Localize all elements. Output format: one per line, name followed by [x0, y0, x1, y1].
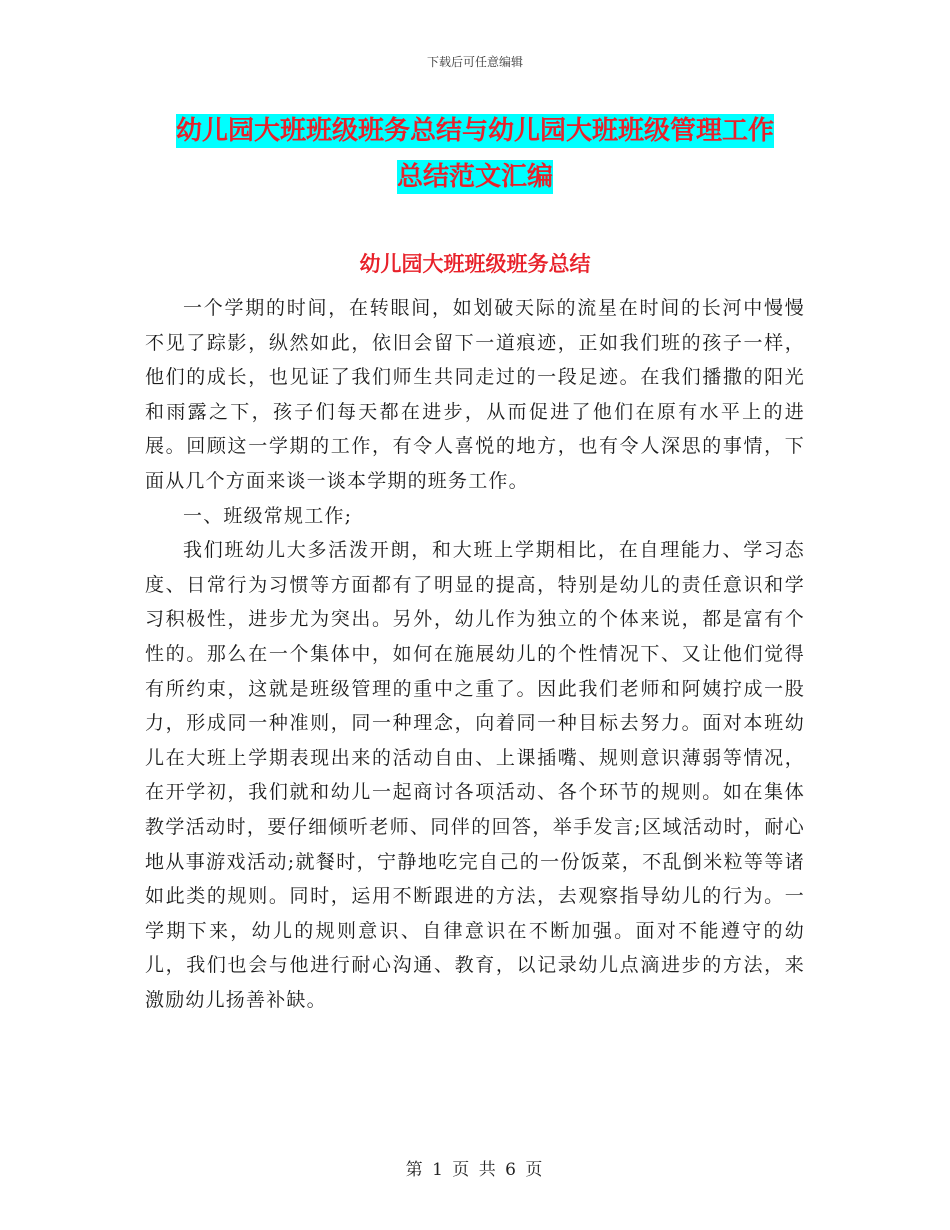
- document-title-line-2: 总结范文汇编: [396, 162, 553, 192]
- section-title: 幼儿园大班班级班务总结: [359, 252, 591, 276]
- header-note: 下载后可任意编辑: [426, 55, 523, 69]
- page-footer: 第 1 页 共 6 页: [405, 1160, 545, 1180]
- document-title: [145, 108, 805, 200]
- document-title-line-1: 幼儿园大班班级班务总结与幼儿园大班班级管理工作: [175, 116, 774, 146]
- paragraph-class-routine: 我们班幼儿大多活泼开朗，和大班上学期相比，在自理能力、学习态度、日常行为习惯等方面都有了明显的提高，特别是幼儿的责任意识和学习积极性，进步尤为突出。另外，幼儿作为独立的个体来说，都是富有个性的。那么在一个集体中，如何在施展幼儿的个性情况下、又让他们觉得有所约束，这就是班级管理的重中之重了。因此我们老师和阿姨拧成一股力，形成同一种准则，同一种理念，向着同一种目标去努力。面对本班幼儿在大班上学期表现出来的活动自由、上课插嘴、规则意识薄弱等情况，在开学初，我们就和幼儿一起商讨各项活动、各个环节的规则。如在集体教学活动时，要仔细倾听老师、同伴的回答，举手发言;区域活动时，耐心地从事游戏活动;就餐时，宁静地吃完自己的一份饭菜，不乱倒米粒等等诸如此类的规则。同时，运用不断跟进的方法，去观察指导幼儿的行为。一学期下来，幼儿的规则意识、自律意识在不断加强。面对不能遵守的幼儿，我们也会与他进行耐心沟通、教育，以记录幼儿点滴进步的方法，来激励幼儿扬善补缺。: [145, 539, 805, 1011]
- body-text: [145, 291, 805, 1017]
- paragraph-intro: 一个学期的时间，在转眼间，如划破天际的流星在时间的长河中慢慢不见了踪影，纵然如此，依旧会留下一道痕迹，正如我们班的孩子一样，他们的成长，也见证了我们师生共同走过的一段足迹。在我们播撒的阳光和雨露之下，孩子们每天都在进步，从而促进了他们在原有水平上的进展。回顾这一学期的工作，有令人喜悦的地方，也有令人深思的事情，下面从几个方面来谈一谈本学期的班务工作。: [145, 297, 805, 492]
- paragraph-heading-class-routine: 一、班级常规工作;: [183, 504, 353, 527]
